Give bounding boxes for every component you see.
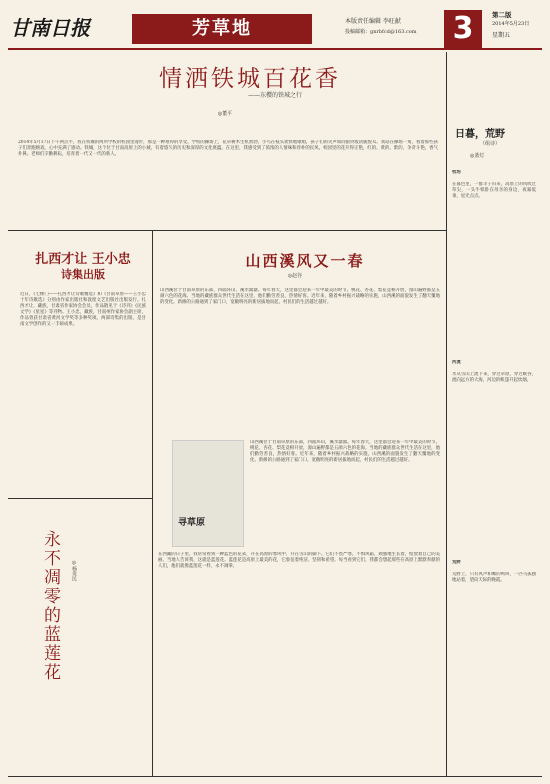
right-column-divider (446, 52, 447, 776)
essay-1-author: ◎董平 (217, 111, 233, 117)
poem-byline: ◎蓝灯 (470, 153, 485, 159)
poem-subtitle: （组诗） (480, 141, 501, 147)
essay-2-body: 在西藏的日子里，我常常看到一种蓝色的花朵，开在高原的寒风中，开在雪山的脚下。它们不畏严寒，不惧风霜，顽强地生长着，绽放着自己的美丽。当地人告诉我，这就是蓝莲花。蓝莲花是高原上最美的花，它象征着纯洁、坚韧和希望。每当看到它们，我都会想起那些在高原上默默奉献的人们，他们就像蓝莲花一样，永不凋零。 (158, 552, 440, 570)
poem-title: 日暮，荒野 (455, 129, 505, 140)
mountain-article-body-lower: 山西溪位于甘南草原的东部，四面环山，溪水潺潺。每年春天，这里都会迎来一年中最美的时节。桃花、杏花、梨花竞相开放，漫山遍野都是五颜六色的花海。当地的藏族群众世代生活在这里，他们勤劳善良，热情好客。近年来，随着乡村振兴战略的实施，山西溪的面貌发生了翻天覆地的变化。新修的公路通到了家门口，宽敞明亮的新居拔地而起，村民们的生活越过越好。 (250, 440, 440, 464)
page-number: 3 (444, 10, 482, 48)
mountain-article-author: ◎赵谷 (287, 273, 303, 279)
essay-2-vertical-title: 永不凋零的蓝莲花 (40, 530, 60, 682)
masthead-logo: 甘南日报 (10, 16, 90, 40)
poem-stanza: 荒野 (452, 560, 461, 565)
poem-stanza: 荒野上，只有风声和鹰的鸣叫，一匹马孤独地站着，望向天际的晚霞。 (452, 572, 536, 584)
essay-1-headline: 情洒铁城百花香 (159, 66, 341, 92)
date-label: 2014年5月23日 (492, 21, 530, 27)
essay-2-author: ◎杨贵民 (71, 560, 77, 581)
photo-stamp: 寻草原 (178, 518, 206, 528)
email-line: 投稿邮箱：gnrbfcd@163.com (345, 29, 417, 35)
article-photo (172, 440, 244, 547)
mid-divider-vertical (152, 230, 153, 776)
poem-stanza: 在暮色里，一群羊子归来，高原上的风吹过草尖，一头牛犊卧在母亲的身边，夜幕低垂，星光点点。 (452, 182, 536, 200)
poem-stanza: 牧场 (452, 170, 461, 175)
horizontal-divider-2 (8, 498, 152, 499)
essay-1-body: 2014年5月17日下午两点半，我在铁城的两所学校的校园里漫步，那是一种难得的享受。学校的操场上，花草树木生机勃勃，小鸟在枝头欢快地歌唱，孩子们的笑声如同银铃般清脆悦耳。我站在操场一角，看着那些孩子们奔跑嬉戏，心中充满了感动。铁城，这个位于甘南高原上的小城，有着悠久的历史和深厚的文化底蕴。在这里，我感受到了浓浓的人情味和淳朴的民风。校园里的花开得正艳，红的、黄的、紫的，争奇斗艳，香气扑鼻。老师们辛勤耕耘，培育着一代又一代的新人。 (18, 140, 438, 158)
edition-label: 第二版 (492, 11, 512, 19)
bottom-border (8, 776, 542, 777)
section-title: 芳草地 (192, 18, 252, 39)
poem-stanza: 河流 (452, 360, 461, 365)
top-border (8, 48, 542, 50)
novel-title-line-2: 诗集出版 (61, 268, 105, 281)
weekday-label: 星期五 (492, 32, 511, 39)
novel-title-line-1: 扎西才让 王小忠 (35, 252, 131, 267)
essay-1-subtitle: ——东樱的铁城之行 (247, 92, 302, 99)
mountain-article-body: 山西溪位于甘南草原的东部，四面环山，溪水潺潺。每年春天，这里都会迎来一年中最美的时节。桃花、杏花、梨花竞相开放，漫山遍野都是五颜六色的花海。当地的藏族群众世代生活在这里，他们勤劳善良，热情好客。近年来，随着乡村振兴战略的实施，山西溪的面貌发生了翻天覆地的变化。新修的公路通到了家门口，宽敞明亮的新居拔地而起，村民们的生活越过越好。 (160, 288, 440, 306)
horizontal-divider-1 (8, 230, 446, 231)
mountain-article-headline: 山西溪风又一春 (245, 252, 365, 270)
novel-body: 近日，《七棵门——扎西才让诗歌精选》和《甘南草原——王小忠十年诗歌选》分别由作家出版社和敦煌文艺出版社出版发行。扎西才让，藏族，甘肃省作家协会会员，作品散见于《诗刊》《民族文学》《星星》等刊物。王小忠，藏族，甘南州作家协会副主席，作品曾获甘肃省黄河文学奖等多种奖项。两部诗集的出版，是甘南文学创作的又一丰硕成果。 (20, 292, 146, 328)
poem-stanza: 水从雪山上流下来，穿过草原，穿过峡谷，流向远方的大海，河边的帐篷升起炊烟。 (452, 372, 536, 384)
editor-line: 本版责任编辑 李旺献 (345, 18, 401, 25)
